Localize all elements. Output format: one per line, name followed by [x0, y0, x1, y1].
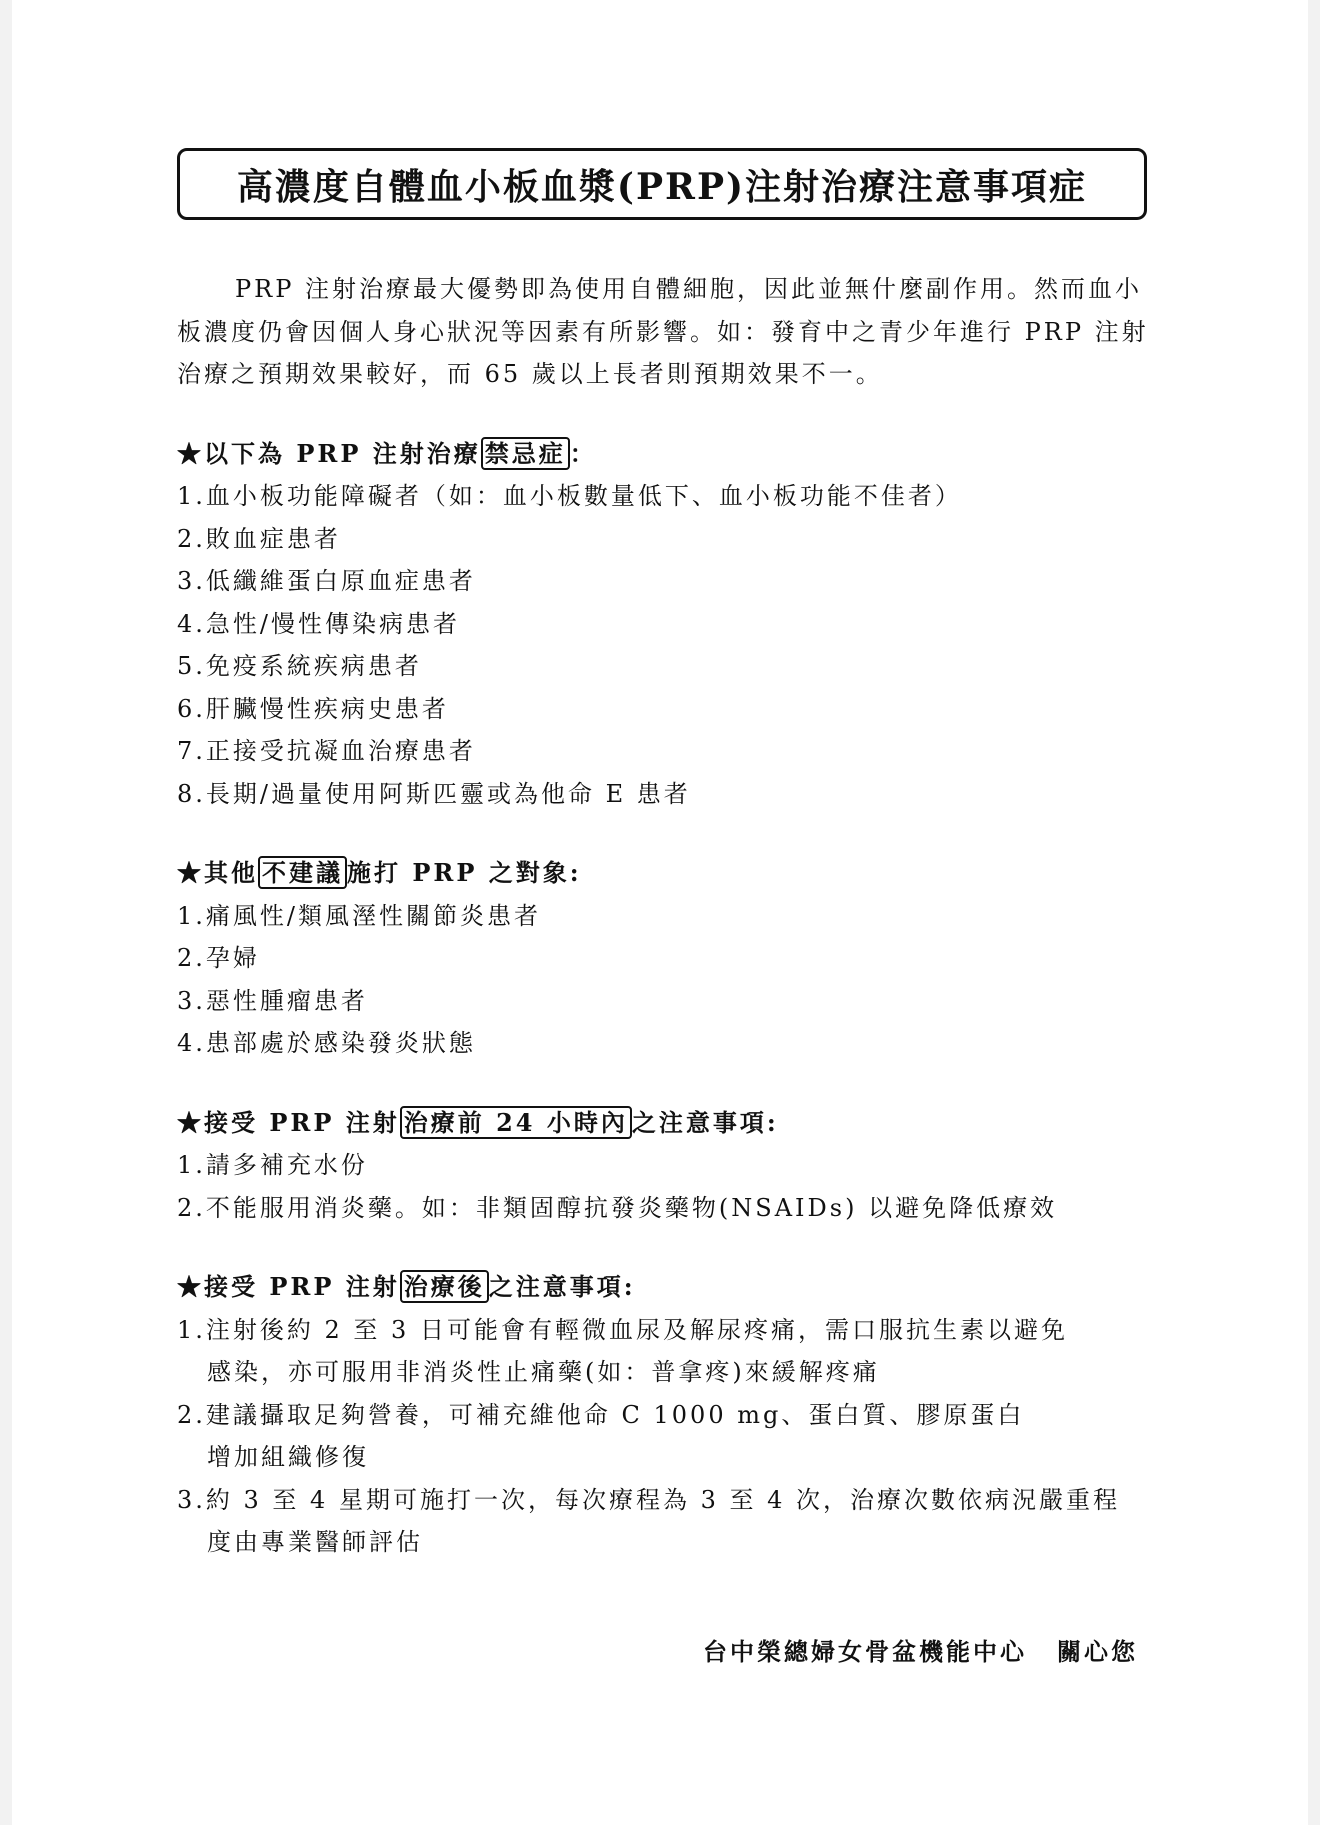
document-page: [12, 0, 1308, 1825]
before-treatment-section: [177, 1102, 1167, 1230]
contraindications-section: [177, 433, 1167, 816]
boxed-keyword: 禁忌症: [481, 437, 570, 470]
closing-regards: 關心您: [1057, 1637, 1138, 1666]
list-item: 3.低纖維蛋白原血症患者: [177, 567, 476, 595]
boxed-keyword: 治療前 24 小時內: [400, 1106, 632, 1139]
document-title: 高濃度自體血小板血漿(PRP)注射治療注意事項症: [177, 148, 1147, 220]
not-recommended-section: [177, 852, 1167, 1065]
list-item: 3.惡性腫瘤患者: [177, 986, 368, 1015]
section-heading: ★其他 不建議 施打 PRP 之對象:: [177, 858, 582, 887]
list-item: 2.建議攝取足夠營養，可補充維他命 C 1000 mg、蛋白質、膠原蛋白 增加組織修復: [177, 1400, 1025, 1471]
list-item: 4.患部處於感染發炎狀態: [177, 1029, 476, 1057]
closing-signature: [703, 1632, 1138, 1667]
organization-name: 台中榮總婦女骨盆機能中心: [703, 1637, 1027, 1666]
list-item: 2.不能服用消炎藥。如：非類固醇抗發炎藥物(NSAIDs) 以避免降低療效: [177, 1193, 1058, 1222]
list-item: 2.敗血症患者: [177, 524, 341, 553]
list-item: 6.肝臟慢性疾病史患者: [177, 694, 449, 723]
section-heading: ★接受 PRP 注射 治療後 之注意事項:: [177, 1272, 636, 1301]
boxed-keyword: 不建議: [258, 856, 347, 889]
list-item: 1.血小板功能障礙者（如：血小板數量低下、血小板功能不佳者）: [177, 482, 962, 510]
list-item: 7.正接受抗凝血治療患者: [177, 737, 476, 765]
list-item: 2.孕婦: [177, 944, 260, 972]
list-item: 1.痛風性/類風溼性關節炎患者: [177, 901, 541, 930]
section-heading: ★以下為 PRP 注射治療 禁忌症 ：: [177, 438, 597, 468]
after-treatment-section: [177, 1266, 1167, 1564]
list-item: 4.急性/慢性傳染病患者: [177, 609, 460, 638]
list-item: 8.長期/過量使用阿斯匹靈或為他命 E 患者: [177, 779, 691, 808]
list-item: 3.約 3 至 4 星期可施打一次，每次療程為 3 至 4 次，治療次數依病況嚴重程 度由專業醫師評估: [177, 1485, 1121, 1556]
list-item: 5.免疫系統疾病患者: [177, 652, 422, 680]
intro-paragraph: PRP 注射治療最大優勢即為使用自體細胞，因此並無什麼副作用。然而血小板濃度仍會因個人身心狀況等因素有所影響。如：發育中之青少年進行 PRP 注射治療之預期效果較好，而 65 歲以上長者則預期效果不一。: [177, 275, 1149, 388]
boxed-keyword: 治療後: [400, 1270, 489, 1303]
section-heading: ★接受 PRP 注射 治療前 24 小時內 之注意事項:: [177, 1107, 779, 1137]
document-body: [177, 268, 1167, 1564]
list-item: 1.注射後約 2 至 3 日可能會有輕微血尿及解尿疼痛，需口服抗生素以避免 感染，亦可服用非消炎性止痛藥(如：普拿疼)來緩解疼痛: [177, 1315, 1068, 1386]
list-item: 1.請多補充水份: [177, 1151, 368, 1179]
